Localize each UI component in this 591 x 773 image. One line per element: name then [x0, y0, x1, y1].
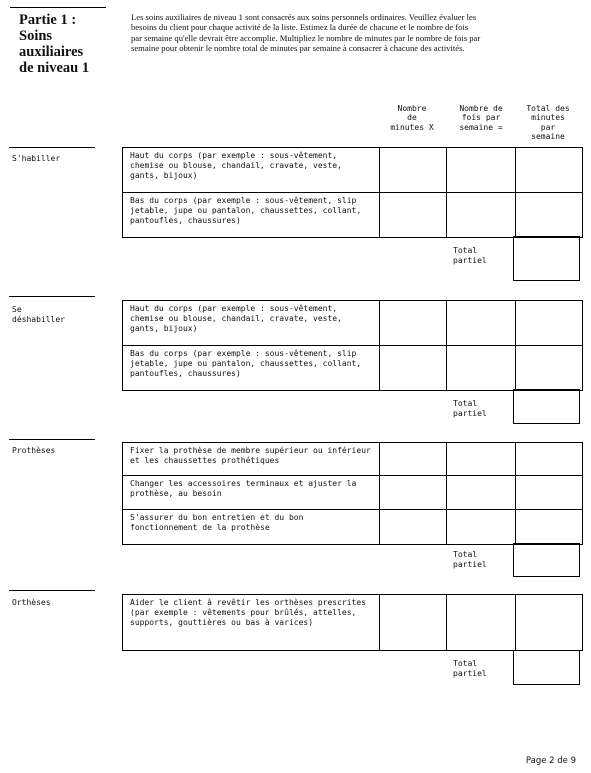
activity-description: Aider le client à revêtir les orthèses prescrites (par exemple : vêtements pour brûlés, attelles, supports, gouttières ou bas à varices) — [123, 595, 380, 650]
page-number: Page 2 de 9 — [525, 756, 576, 766]
times-input-cell[interactable] — [447, 476, 516, 509]
times-input-cell[interactable] — [447, 193, 516, 237]
total-input-cell[interactable] — [516, 476, 583, 509]
times-input-cell[interactable] — [447, 148, 516, 192]
activity-description: Haut du corps (par exemple : sous-vêtement, chemise ou blouse, chandail, cravate, veste, gants, bijoux) — [123, 148, 380, 192]
subtotal-label: Total partiel — [453, 550, 487, 569]
table-row — [123, 476, 583, 510]
intro-paragraph: Les soins auxiliaires de niveau 1 sont consacrés aux soins personnels ordinaires. Veuillez évaluer les besoins du client pour chaque activité de la liste. Estimez la durée de chacune et le nombre de fois par semaine qu'elle devrait être accomplie. Multipliez le nombre de minutes par le nombre de fois par semaine pour obtenir le nombre total de minutes par semaine à consacrer à chacune des activités. — [131, 12, 481, 54]
minutes-input-cell[interactable] — [380, 476, 447, 509]
minutes-input-cell[interactable] — [380, 301, 447, 345]
part-title: Partie 1 : Soins auxiliaires de niveau 1 — [19, 12, 90, 76]
section-rule — [9, 147, 95, 148]
table-row — [123, 510, 583, 545]
total-input-cell[interactable] — [516, 346, 583, 390]
subtotal-input-box[interactable] — [513, 650, 580, 685]
activity-description: S'assurer du bon entretien et du bon fonctionnement de la prothèse — [123, 510, 380, 544]
subtotal-label: Total partiel — [453, 246, 487, 265]
total-input-cell[interactable] — [516, 443, 583, 475]
times-input-cell[interactable] — [447, 346, 516, 390]
subtotal-input-box[interactable] — [513, 389, 580, 424]
times-input-cell[interactable] — [447, 443, 516, 475]
minutes-input-cell[interactable] — [380, 193, 447, 237]
section-label-ortheses: Orthèses — [12, 598, 51, 607]
section-label-protheses: Prothèses — [12, 446, 56, 455]
activity-table-protheses — [122, 442, 583, 545]
table-row — [123, 148, 583, 193]
times-input-cell[interactable] — [447, 301, 516, 345]
table-row — [123, 595, 583, 651]
total-input-cell[interactable] — [516, 193, 583, 237]
column-header-total: Total des minutes par semaine — [526, 104, 570, 142]
times-input-cell[interactable] — [447, 510, 516, 544]
subtotal-label: Total partiel — [453, 659, 487, 678]
section-rule — [9, 590, 95, 591]
activity-table-sedeshabiller — [122, 300, 583, 391]
activity-description: Bas du corps (par exemple : sous-vêtement, slip jetable, jupe ou pantalon, chaussettes, collant, pantoufles, chaussures) — [123, 346, 380, 390]
total-input-cell[interactable] — [516, 301, 583, 345]
subtotal-input-box[interactable] — [513, 543, 580, 577]
minutes-input-cell[interactable] — [380, 510, 447, 544]
table-row — [123, 443, 583, 476]
activity-description: Haut du corps (par exemple : sous-vêtement, chemise ou blouse, chandail, cravate, veste, gants, bijoux) — [123, 301, 380, 345]
minutes-input-cell[interactable] — [380, 443, 447, 475]
activity-table-ortheses — [122, 594, 583, 651]
times-input-cell[interactable] — [447, 595, 516, 650]
activity-description: Changer les accessoires terminaux et ajuster la prothèse, au besoin — [123, 476, 380, 509]
minutes-input-cell[interactable] — [380, 346, 447, 390]
subtotal-input-box[interactable] — [513, 236, 580, 281]
table-row — [123, 301, 583, 346]
column-header-times: Nombre de fois par semaine = — [459, 104, 503, 132]
header-rule — [10, 7, 106, 8]
minutes-input-cell[interactable] — [380, 148, 447, 192]
activity-description: Bas du corps (par exemple : sous-vêtement, slip jetable, jupe ou pantalon, chaussettes, collant, pantoufles, chaussures) — [123, 193, 380, 237]
column-header-minutes: Nombre de minutes X — [390, 104, 434, 132]
section-label-sedeshabiller: Se déshabiller — [12, 305, 65, 324]
table-row — [123, 193, 583, 238]
total-input-cell[interactable] — [516, 148, 583, 192]
total-input-cell[interactable] — [516, 510, 583, 544]
minutes-input-cell[interactable] — [380, 595, 447, 650]
table-row — [123, 346, 583, 391]
section-rule — [9, 296, 95, 297]
activity-table-shabiller — [122, 147, 583, 238]
section-rule — [9, 439, 95, 440]
activity-description: Fixer la prothèse de membre supérieur ou inférieur et les chaussettes prothétiques — [123, 443, 380, 475]
total-input-cell[interactable] — [516, 595, 583, 650]
section-label-shabiller: S'habiller — [12, 154, 61, 163]
subtotal-label: Total partiel — [453, 399, 487, 418]
